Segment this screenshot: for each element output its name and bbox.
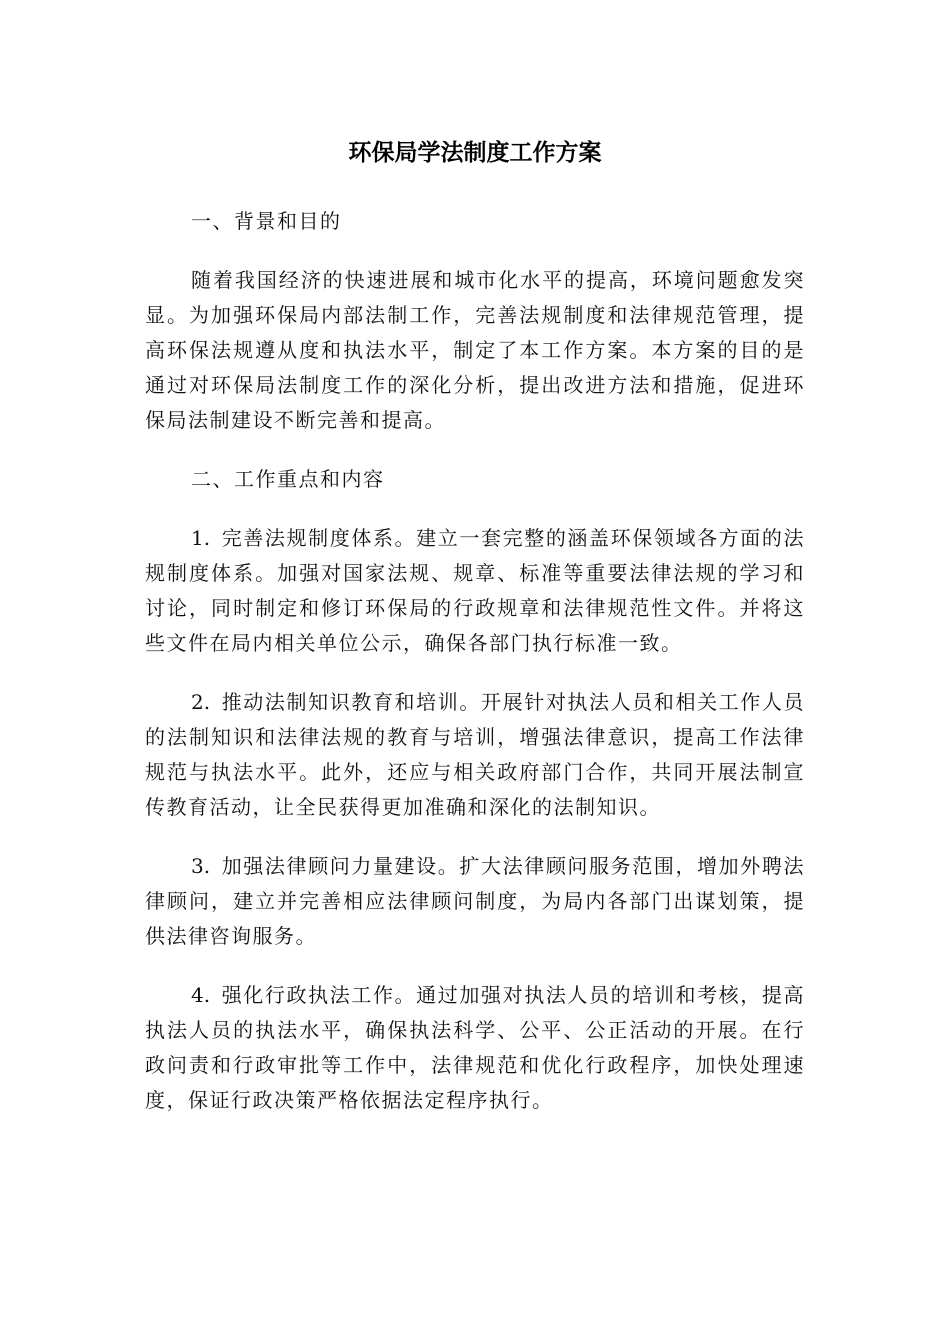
background-paragraph: 随着我国经济的快速进展和城市化水平的提高，环境问题愈发突显。为加强环保局内部法制工作，完善法规制度和法律规范管理，提高环保法规遵从度和执法水平，制定了本工作方案。本方案的目的是通过对环保局法制度工作的深化分析，提出改进方法和措施，促进环保局法制建设不断完善和提高。: [145, 268, 805, 432]
work-item-text: 推动法制知识教育和培训。开展针对执法人员和相关工作人员的法制知识和法律法规的教育与培训，增强法律意识，提高工作法律规范与执法水平。此外，还应与相关政府部门合作，共同开展法制宣传教育活动，让全民获得更加准确和深化的法制知识。: [145, 690, 805, 819]
work-item-text: 完善法规制度体系。建立一套完整的涵盖环保领域各方面的法规制度体系。加强对国家法规、规章、标准等重要法律法规的学习和讨论，同时制定和修订环保局的行政规章和法律规范性文件。并将这些文件在局内相关单位公示，确保各部门执行标准一致。: [145, 526, 805, 655]
work-item-number: 4.: [191, 983, 211, 1007]
work-item-text: 强化行政执法工作。通过加强对执法人员的培训和考核，提高执法人员的执法水平，确保执法科学、公平、公正活动的开展。在行政问责和行政审批等工作中，法律规范和优化行政程序，加快处理速度，保证行政决策严格依据法定程序执行。: [145, 983, 805, 1112]
work-item-text: 加强法律顾问力量建设。扩大法律顾问服务范围，增加外聘法律顾问，建立并完善相应法律顾问制度，为局内各部门出谋划策，提供法律咨询服务。: [145, 854, 805, 948]
work-item-number: 2.: [191, 690, 211, 714]
work-item-4: [145, 978, 805, 1118]
document-body: [145, 204, 805, 1142]
work-item-3: [145, 849, 805, 954]
work-item-2: [145, 685, 805, 825]
document-title: 环保局学法制度工作方案: [348, 140, 602, 166]
section-heading-work-focus: 二、工作重点和内容: [191, 467, 385, 491]
work-item-number: 1.: [191, 526, 211, 550]
section-heading-background: 一、背景和目的: [191, 209, 342, 233]
work-item-1: [145, 521, 805, 661]
work-item-number: 3.: [191, 854, 211, 878]
